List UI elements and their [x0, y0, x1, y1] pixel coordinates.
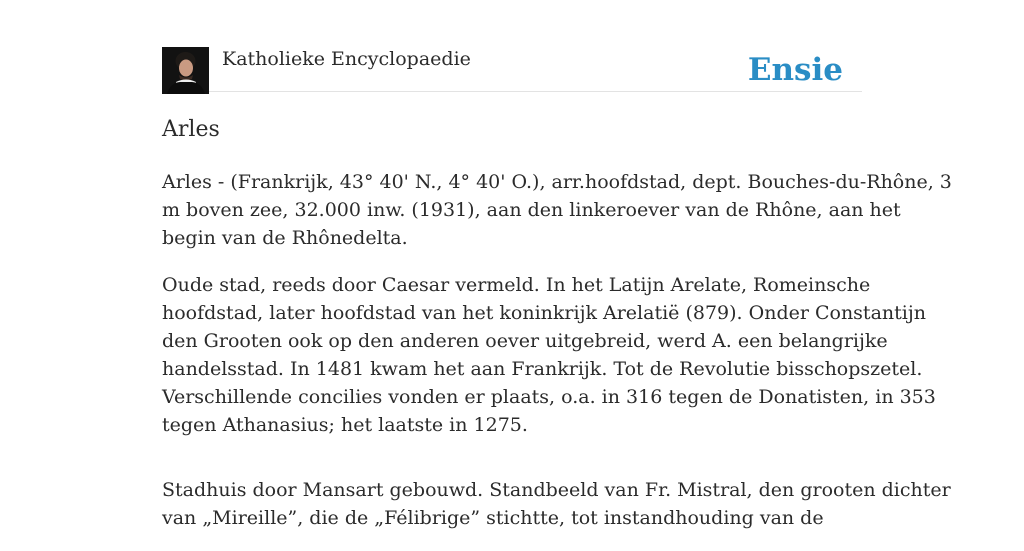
page-title: Arles [162, 117, 220, 142]
portrait-icon [162, 47, 209, 94]
text-line: Oude stad, reeds door Caesar vermeld. In het Latijn Arelate, Romeinsche [162, 274, 871, 296]
ensie-logo[interactable]: Ensie [747, 52, 843, 88]
article-page [162, 0, 952, 529]
header [162, 44, 862, 92]
text-line: m boven zee, 32.000 inw. (1931), aan den linkeroever van de Rhône, aan het [162, 199, 901, 221]
article-paragraph [162, 476, 951, 532]
text-line: van „Mireille”, die de „Félibrige” stichtte, tot instandhouding van de [162, 507, 824, 529]
article-body [162, 168, 952, 551]
article-paragraph [162, 168, 952, 252]
text-line: hoofdstad, later hoofdstad van het koninkrijk Arelatië (879). Onder Constantijn [162, 302, 926, 324]
source-name[interactable]: Katholieke Encyclopaedie [222, 48, 471, 70]
source-avatar[interactable] [162, 47, 209, 94]
text-line: tegen Athanasius; het laatste in 1275. [162, 414, 528, 436]
text-line: Arles - (Frankrijk, 43° 40' N., 4° 40' O.), arr.hoofdstad, dept. Bouches-du-Rhône, 3 [162, 171, 952, 193]
text-line: handelsstad. In 1481 kwam het aan Frankrijk. Tot de Revolutie bisschopszetel. [162, 358, 923, 380]
article-paragraph [162, 271, 936, 439]
text-line: Verschillende concilies vonden er plaats, o.a. in 316 tegen de Donatisten, in 353 [162, 386, 936, 408]
text-line: den Grooten ook op den anderen oever uitgebreid, werd A. een belangrijke [162, 330, 888, 352]
text-line: begin van de Rhônedelta. [162, 227, 408, 249]
text-line: Stadhuis door Mansart gebouwd. Standbeeld van Fr. Mistral, den grooten dichter [162, 479, 951, 501]
